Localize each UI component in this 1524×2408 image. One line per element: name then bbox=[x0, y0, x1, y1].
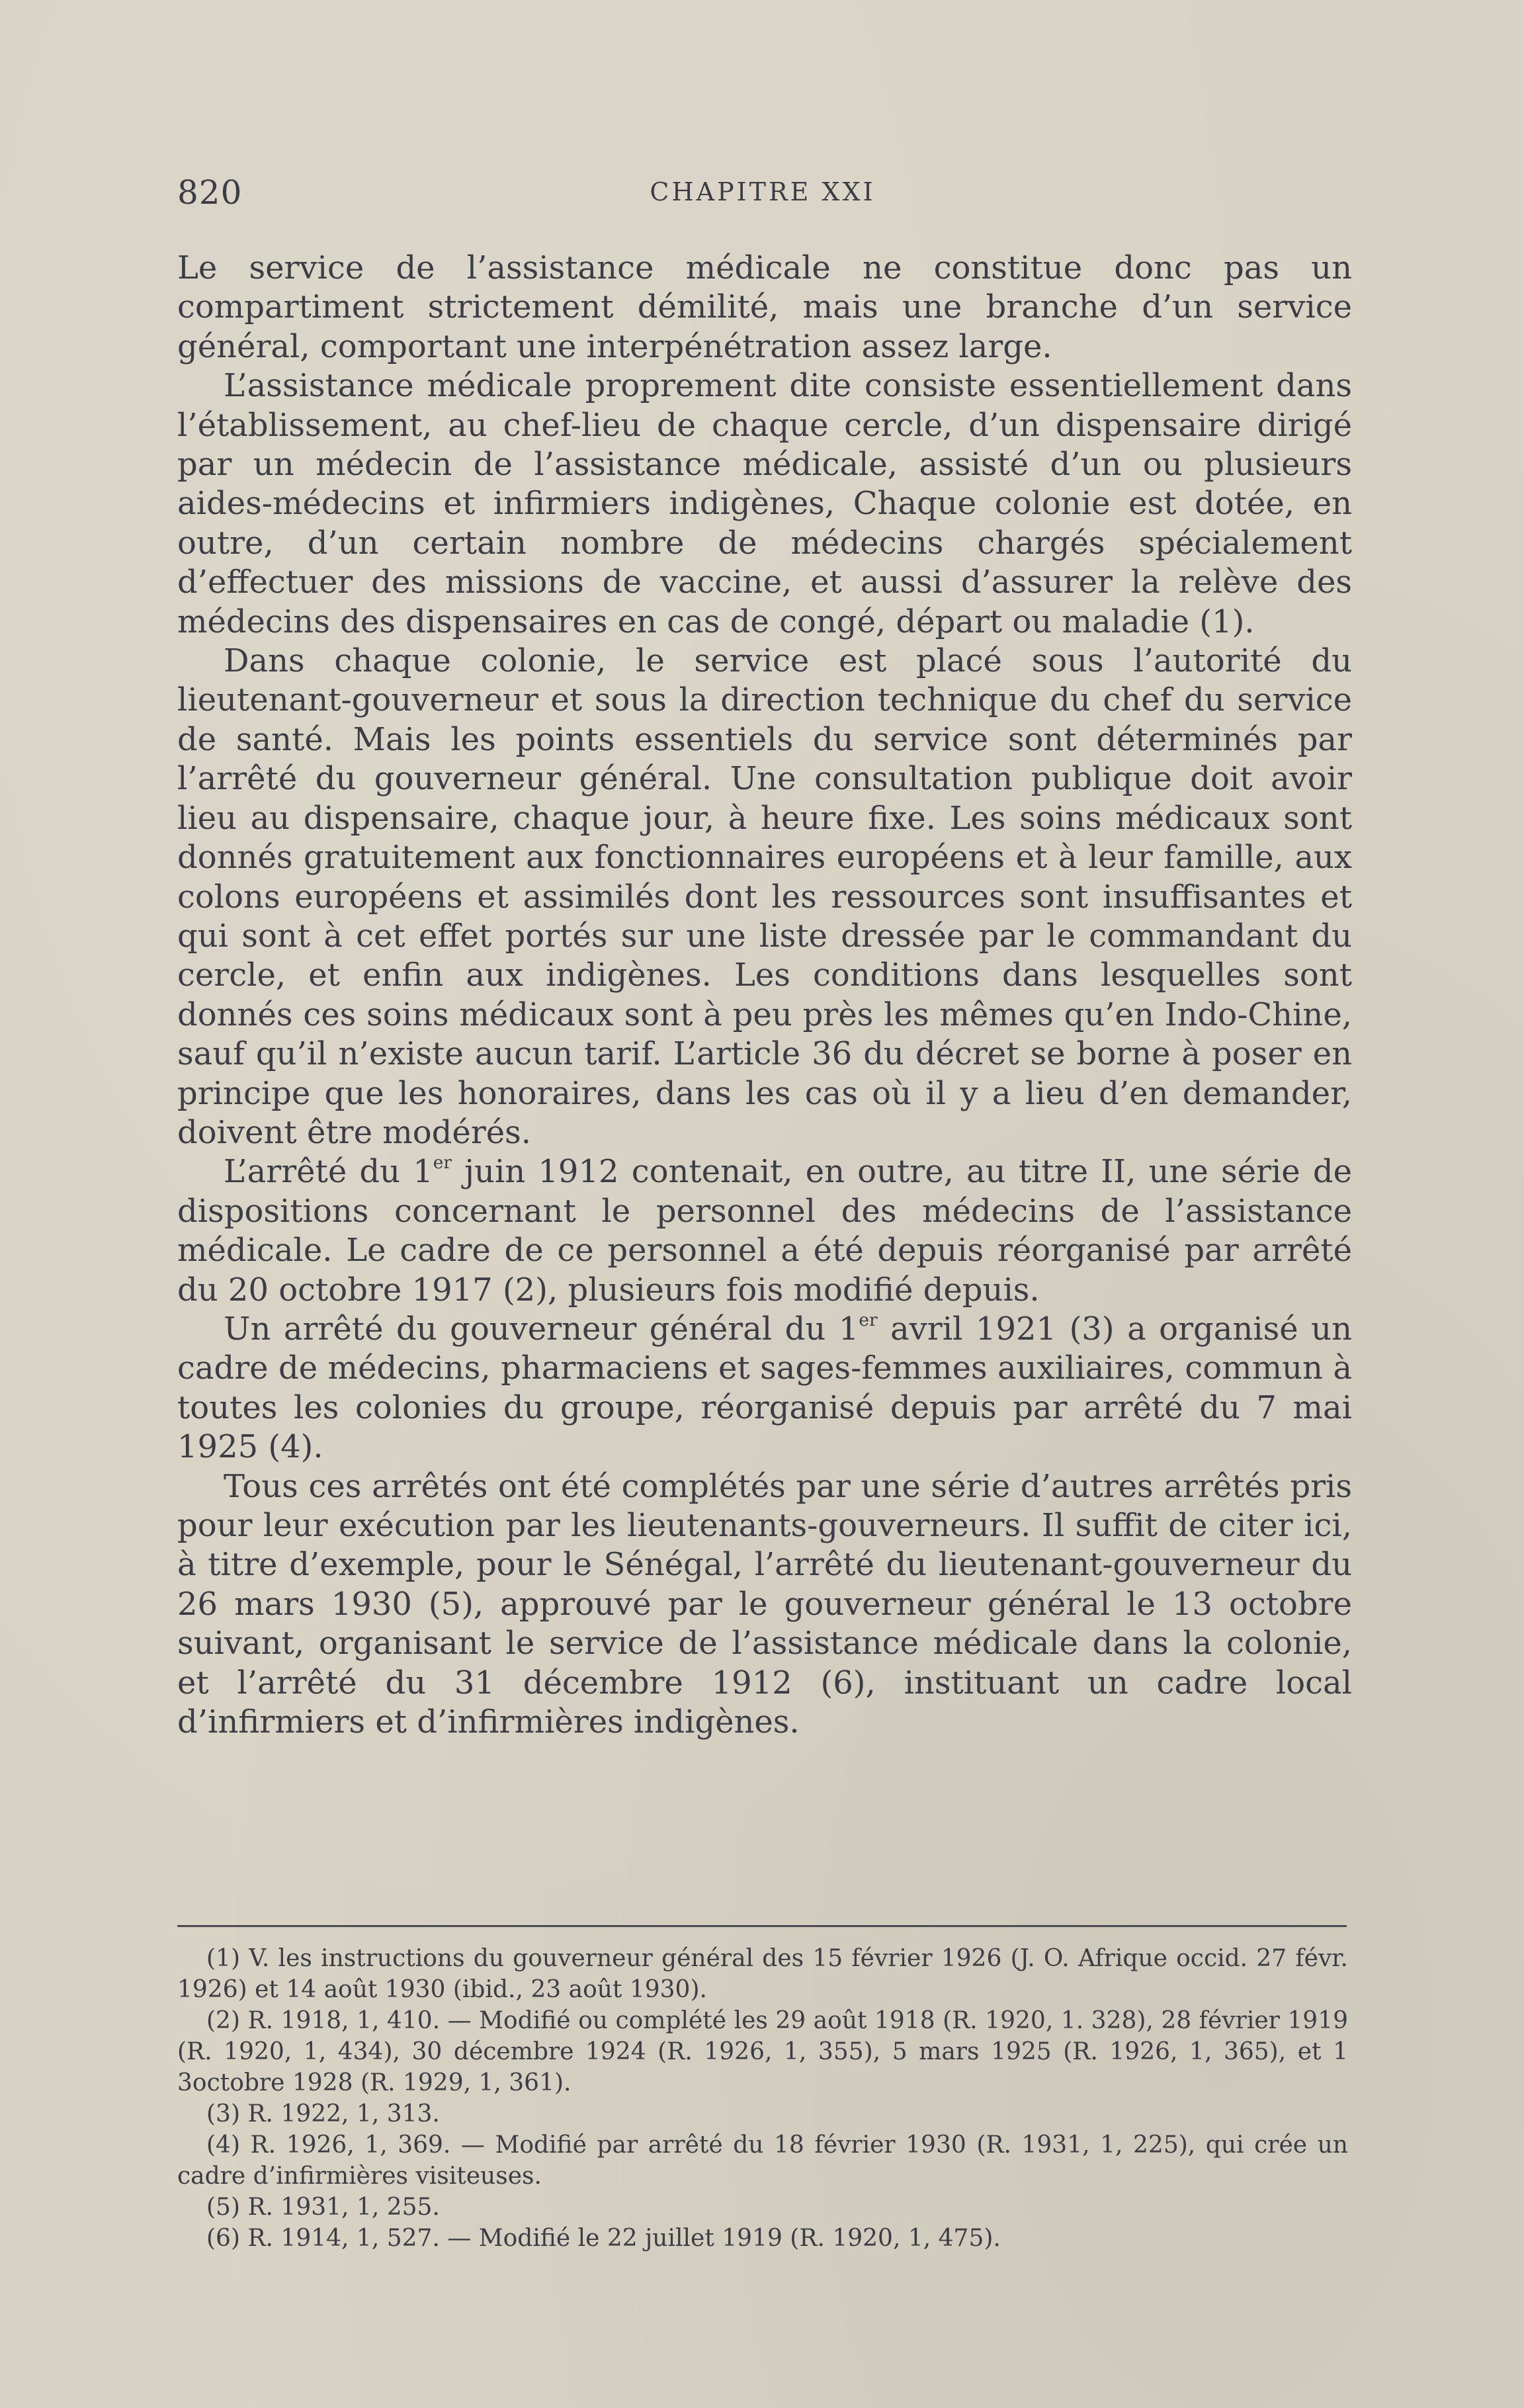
footnote: (6) R. 1914, 1, 527. — Modifié le 22 juillet 1919 (R. 1920, 1, 475). bbox=[206, 2225, 1001, 2252]
page-number: 820 bbox=[177, 173, 243, 212]
paragraph bbox=[177, 1310, 1352, 1467]
paragraph-text: L’arrêté du 1 bbox=[224, 1153, 433, 1191]
footnote: (5) R. 1931, 1, 255. bbox=[206, 2194, 440, 2221]
footnote: (4) R. 1926, 1, 369. — Modifié par arrêté du 18 février 1930 (R. 1931, 1, 225), qui crée un cadre d’infirmières visiteuses. bbox=[177, 2131, 1348, 2190]
ordinal-superscript: er bbox=[433, 1152, 452, 1174]
paragraph-text: Un arrêté du gouverneur général du 1 bbox=[224, 1310, 859, 1348]
chapter-title: CHAPITRE XXI bbox=[650, 177, 876, 206]
paragraph-text: avril 1921 (3) a organisé un cadre de médecins, pharmaciens et sages-femmes auxiliaires, commun à toutes les colonies du groupe, réorganisé depuis par arrêté du 7 mai 1925 (4). bbox=[177, 1310, 1353, 1466]
footnotes bbox=[177, 1943, 1348, 2254]
paragraph: Le service de l’assistance médicale ne constitue donc pas un compartiment strictement démilité, mais une branche d’un service général, comportant une interpénétration assez large. bbox=[177, 249, 1352, 365]
paragraph-text: juin 1912 contenait, en outre, au titre II, une série de dispositions concernant le personnel des médecins de l’assistance médicale. Le cadre de ce personnel a été depuis réorganisé par arrêté du 20 octobre 1917 (2), plusieurs fois modifié depuis. bbox=[177, 1153, 1352, 1309]
paragraph: Dans chaque colonie, le service est placé sous l’autorité du lieutenant-gouverneur et sous la direction technique du chef du service de santé. Mais les points essentiels du service sont déterminés par l’arrêté du gouverneur général. Une consultation publique doit avoir lieu au dispensaire, chaque jour, à heure fixe. Les soins médicaux sont donnés gratuitement aux fonctionnaires européens et à leur famille, aux colons européens et assimilés dont les ressources sont insuffisantes et qui sont à cet effet portés sur une liste dressée par le commandant du cercle, et enfin aux indigènes. Les conditions dans lesquelles sont donnés ces soins médicaux sont à peu près les mêmes qu’en Indo-Chine, sauf qu’il n’existe aucun tarif. L’article 36 du décret se borne à poser en principe que les honoraires, dans les cas où il y a lieu d’en demander, doivent être modérés. bbox=[177, 642, 1352, 1151]
running-head bbox=[177, 173, 1348, 213]
paragraph: L’assistance médicale proprement dite consiste essentiellement dans l’établissement, au chef-lieu de chaque cercle, d’un dispensaire dirigé par un médecin de l’assistance médicale, assisté d’un ou plusieurs aides-médecins et infirmiers indigènes, Chaque colonie est dotée, en outre, d’un certain nombre de médecins chargés spécialement d’effectuer des missions de vaccine, et aussi d’assurer la relève des médecins des dispensaires en cas de congé, départ ou maladie (1). bbox=[177, 367, 1352, 640]
footnote: (2) R. 1918, 1, 410. — Modifié ou complété les 29 août 1918 (R. 1920, 1. 328), 28 février 1919 (R. 1920, 1, 434), 30 décembre 1924 (R. 1926, 1, 355), 5 mars 1925 (R. 1926, 1, 365), et 1 3octobre 1928 (R. 1929, 1, 361). bbox=[177, 2007, 1348, 2096]
paragraph bbox=[177, 1152, 1352, 1310]
footnote: (1) V. les instructions du gouverneur général des 15 février 1926 (J. O. Afrique occid. 27 févr. 1926) et 14 août 1930 (ibid., 23 août 1930). bbox=[177, 1945, 1348, 2003]
ordinal-superscript: er bbox=[859, 1309, 878, 1330]
footnote: (3) R. 1922, 1, 313. bbox=[206, 2100, 440, 2128]
body-text bbox=[177, 249, 1352, 1742]
footnote-separator bbox=[177, 1925, 1347, 1927]
paragraph: Tous ces arrêtés ont été complétés par une série d’autres arrêtés pris pour leur exécution par les lieutenants-gouverneurs. Il suffit de citer ici, à titre d’exemple, pour le Sénégal, l’arrêté du lieutenant-gouverneur du 26 mars 1930 (5), approuvé par le gouverneur général le 13 octobre suivant, organisant le service de l’assistance médicale dans la colonie, et l’arrêté du 31 décembre 1912 (6), instituant un cadre local d’infirmiers et d’infirmières indigènes. bbox=[177, 1467, 1352, 1741]
